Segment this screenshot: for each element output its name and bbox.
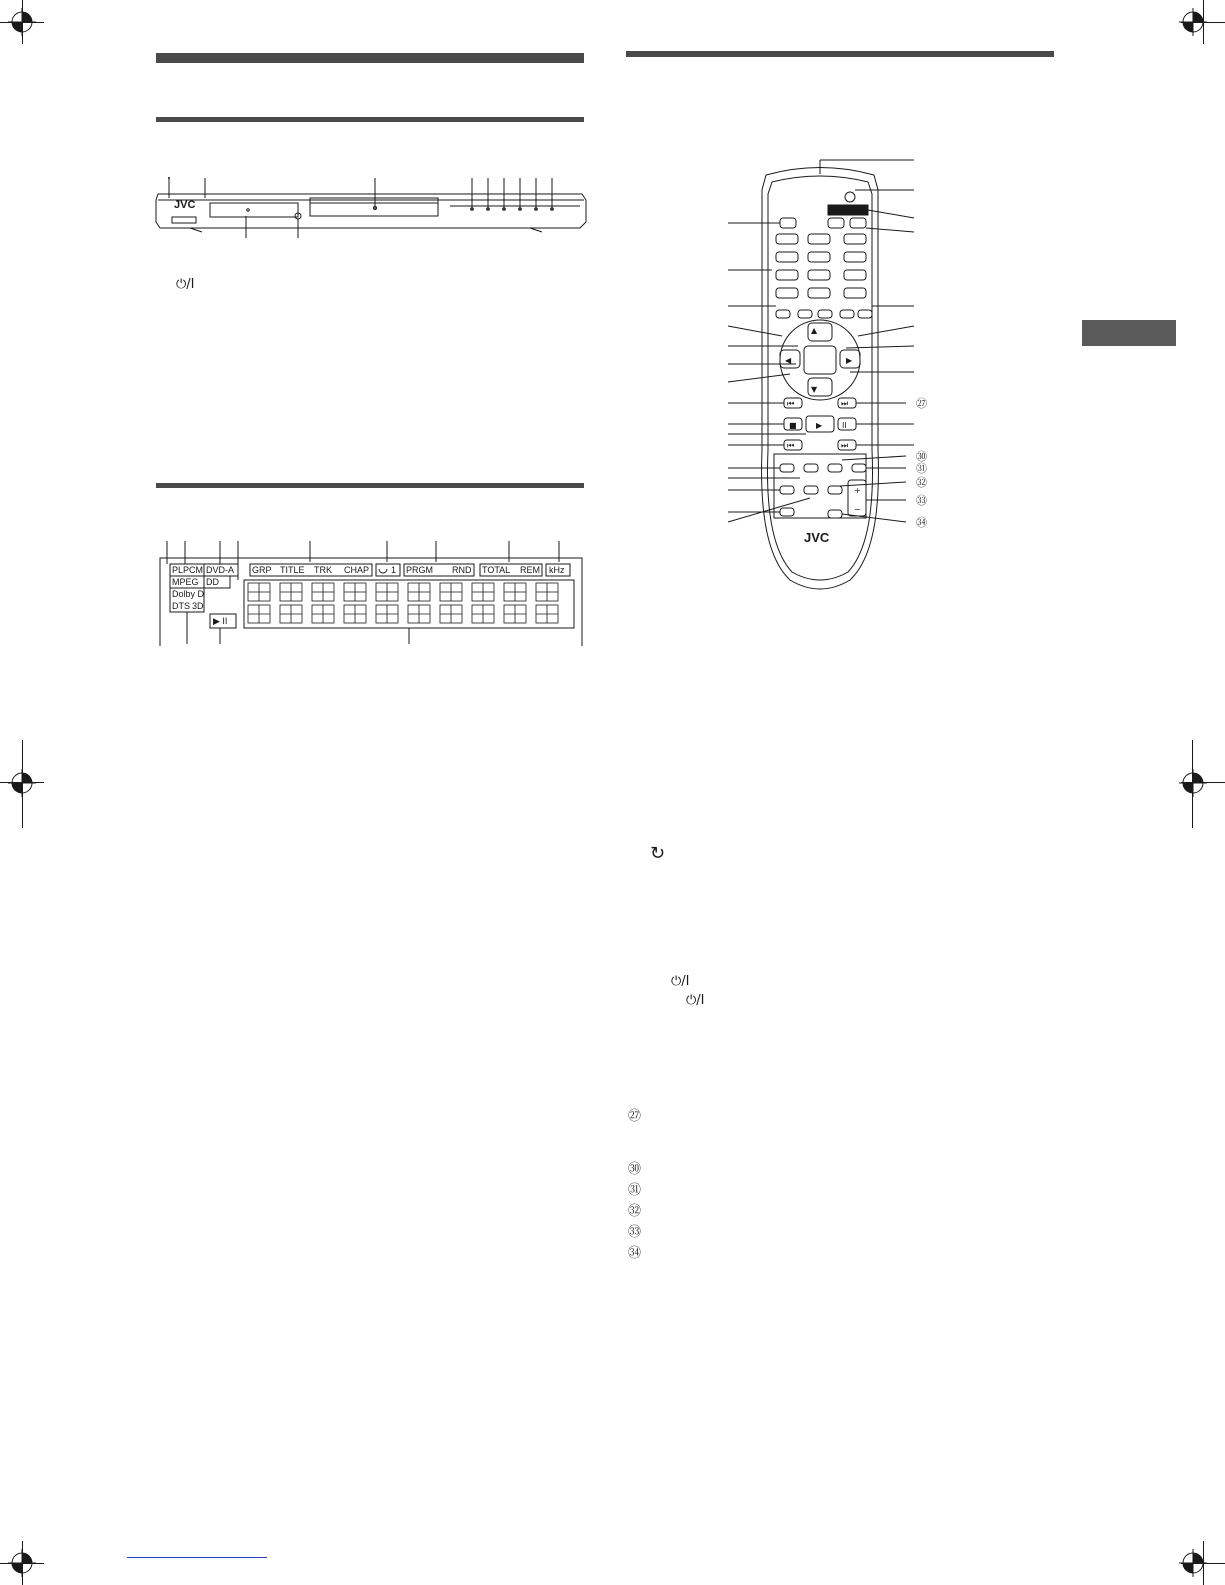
- svg-text:+: +: [854, 486, 861, 495]
- svg-text:−: −: [854, 505, 861, 514]
- callout-34: ㉞: [916, 516, 927, 529]
- display-window-diagram: [150, 536, 590, 646]
- note-circled-27: ㉗: [628, 1109, 642, 1124]
- svg-text:■: ■: [789, 421, 797, 430]
- remote-control-diagram: [700, 150, 940, 600]
- callout-32: ㉜: [916, 476, 927, 489]
- repeat-icon-note: ↻: [650, 843, 666, 864]
- svg-text:II: II: [842, 421, 847, 430]
- lcd-grp: GRP: [252, 565, 272, 575]
- note-circled-32: ㉜: [628, 1204, 642, 1219]
- power-symbol-note-2: ⏻/I: [686, 993, 705, 1008]
- lcd-total: TOTAL: [482, 565, 511, 575]
- footer-link-underline[interactable]: [127, 1557, 267, 1558]
- lcd-dvda: DVD-A: [206, 565, 235, 575]
- remote-header-bar: [626, 51, 1054, 57]
- callout-31: ㉛: [916, 462, 927, 475]
- lcd-repeat-one: 1: [391, 565, 397, 575]
- svg-text:⏮: ⏮: [787, 399, 795, 408]
- lcd-prgm: PRGM: [406, 565, 433, 575]
- lcd-plpcm: PLPCM: [172, 565, 204, 575]
- lcd-trk: TRK: [314, 565, 332, 575]
- svg-text:▲: ▲: [811, 326, 818, 335]
- lcd-rem: REM: [520, 565, 540, 575]
- svg-text:⏭: ⏭: [841, 441, 849, 450]
- front-panel-brand: JVC: [174, 199, 196, 211]
- repeat-icon: [379, 569, 387, 573]
- svg-text:⏮: ⏮: [787, 441, 795, 450]
- front-panel-diagram: [150, 170, 590, 250]
- segment-digits: [248, 583, 558, 623]
- left-section-header-bar: [156, 53, 584, 63]
- power-symbol-note-1: ⏻/I: [671, 974, 690, 989]
- lcd-title: TITLE: [280, 565, 305, 575]
- svg-text:◀: ◀: [785, 356, 792, 365]
- lcd-dd: DD: [206, 577, 219, 587]
- callout-30: ㉚: [916, 450, 927, 463]
- note-circled-31: ㉛: [628, 1183, 642, 1198]
- lcd-dolby-d: Dolby D: [172, 589, 205, 599]
- lcd-khz: kHz: [549, 565, 565, 575]
- page-tab-marker: [1082, 320, 1176, 346]
- note-circled-30: ㉚: [628, 1162, 642, 1177]
- svg-text:⏭: ⏭: [841, 399, 849, 408]
- display-window-header-bar: [156, 483, 584, 488]
- lcd-mpeg: MPEG: [172, 577, 199, 587]
- svg-text:▼: ▼: [811, 385, 818, 394]
- lcd-play-pause: ▶ II: [213, 616, 228, 626]
- lcd-dts: DTS: [172, 601, 190, 611]
- note-circled-34: ㉞: [628, 1246, 642, 1261]
- lcd-3d: 3D: [192, 601, 204, 611]
- front-panel-header-bar: [156, 117, 584, 122]
- note-circled-33: ㉝: [628, 1225, 642, 1240]
- svg-text:▶: ▶: [846, 356, 853, 365]
- callout-33: ㉝: [916, 494, 927, 507]
- remote-brand: JVC: [804, 530, 830, 545]
- lcd-rnd: RND: [452, 565, 472, 575]
- svg-text:▶: ▶: [816, 421, 823, 430]
- lcd-chap: CHAP: [344, 565, 370, 575]
- power-standby-symbol: ⏻/I: [176, 277, 195, 292]
- callout-27: ㉗: [916, 397, 927, 410]
